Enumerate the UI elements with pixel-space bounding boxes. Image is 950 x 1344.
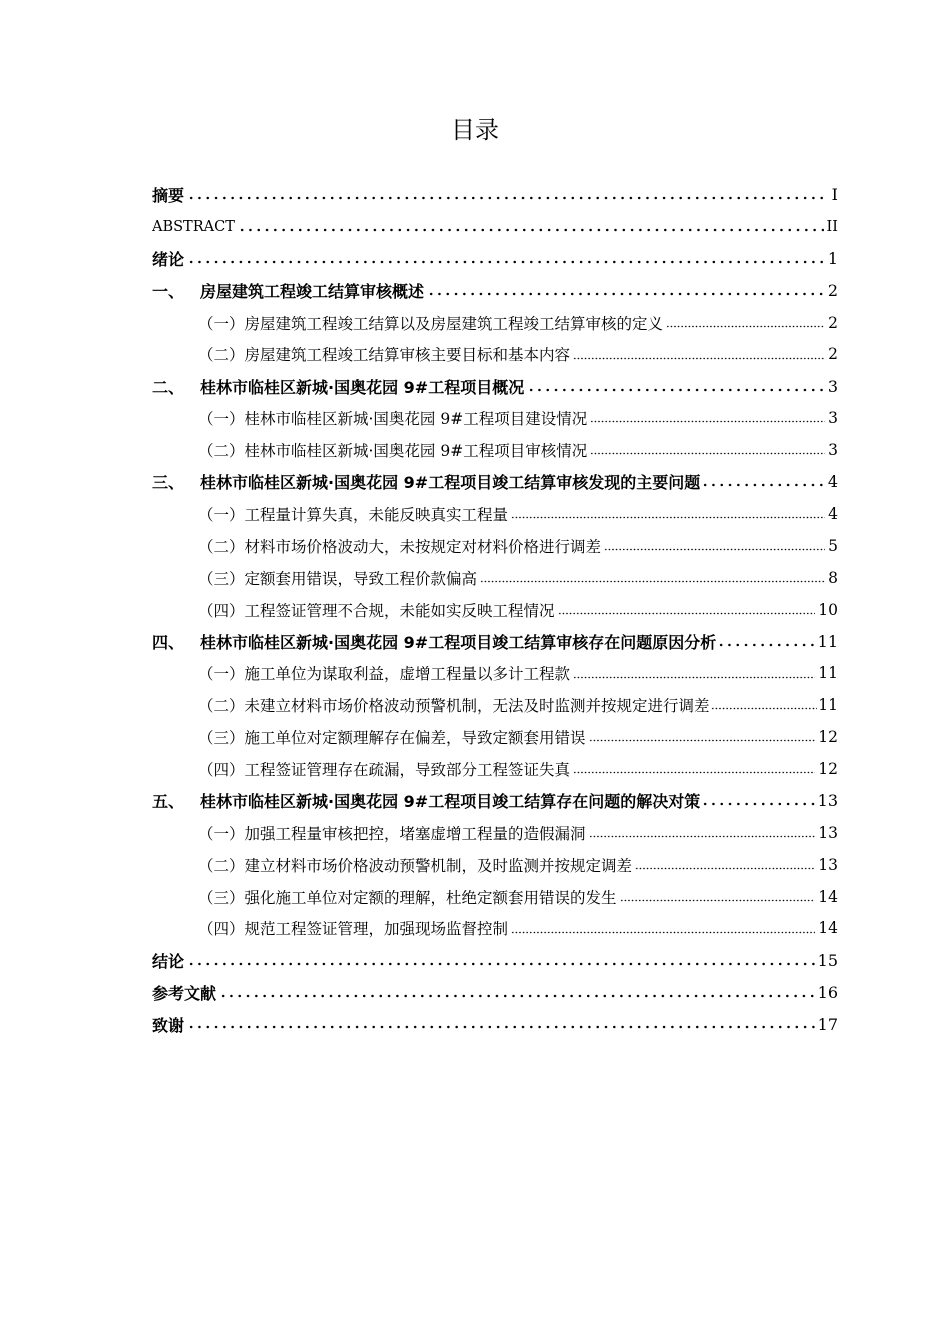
toc-entry-section-4-3[interactable] bbox=[152, 721, 838, 753]
toc-entry-introduction[interactable] bbox=[152, 243, 838, 275]
toc-entry-section-4-1[interactable] bbox=[152, 657, 838, 689]
dot-leader bbox=[604, 538, 825, 554]
toc-entry-label: （四）规范工程签证管理，加强现场监督控制 bbox=[198, 920, 509, 939]
toc-entry-section-3-4[interactable] bbox=[152, 594, 838, 626]
dot-leader bbox=[187, 251, 825, 267]
toc-page-number: 11 bbox=[817, 631, 838, 651]
toc-page-number: 8 bbox=[828, 568, 838, 587]
toc-page-number: 2 bbox=[828, 313, 838, 332]
toc-entry-section-3-1[interactable] bbox=[152, 498, 838, 530]
toc-page-number: 14 bbox=[818, 919, 838, 938]
toc-entry-conclusion[interactable] bbox=[152, 944, 838, 976]
toc-entry-label: （四）工程签证管理不合规，未能如实反映工程情况 bbox=[198, 601, 555, 620]
toc-page-number: 12 bbox=[818, 728, 838, 747]
toc-entry-label: （二）材料市场价格波动大，未按规定对材料价格进行调差 bbox=[198, 537, 602, 556]
toc-page-number: 3 bbox=[828, 441, 838, 460]
toc-entry-label: 房屋建筑工程竣工结算审核概述 bbox=[200, 282, 425, 302]
toc-entry-section-5-1[interactable] bbox=[152, 817, 838, 849]
toc-page-number: 11 bbox=[818, 664, 838, 683]
toc-page-number: I bbox=[831, 185, 838, 205]
toc-entry-references[interactable] bbox=[152, 976, 838, 1008]
toc-list bbox=[152, 179, 838, 1040]
toc-page-number: 11 bbox=[818, 696, 838, 715]
toc-entry-label: （一）工程量计算失真，未能反映真实工程量 bbox=[198, 505, 509, 524]
dot-leader bbox=[620, 889, 816, 905]
toc-chapter-number: 三、 bbox=[152, 473, 185, 493]
dot-leader bbox=[511, 506, 825, 522]
dot-leader bbox=[701, 474, 827, 490]
dot-leader bbox=[590, 410, 825, 426]
dot-leader bbox=[558, 602, 816, 618]
toc-entry-chapter-1[interactable] bbox=[152, 275, 838, 307]
dot-leader bbox=[666, 315, 825, 331]
toc-entry-label: ABSTRACT bbox=[152, 218, 235, 235]
dot-leader bbox=[527, 378, 825, 394]
toc-page-number: 3 bbox=[828, 409, 838, 428]
toc-entry-chapter-5[interactable] bbox=[152, 785, 838, 817]
toc-entry-label: 桂林市临桂区新城·国奥花园 9#工程项目竣工结算存在问题的解决对策 bbox=[200, 792, 701, 812]
dot-leader bbox=[589, 825, 816, 841]
toc-page-number: 10 bbox=[818, 600, 838, 619]
dot-leader bbox=[573, 761, 815, 777]
toc-entry-abstract-en[interactable] bbox=[152, 211, 838, 243]
dot-leader bbox=[427, 283, 825, 299]
toc-entry-label: 致谢 bbox=[152, 1015, 185, 1035]
toc-page-number: 14 bbox=[818, 887, 838, 906]
toc-entry-section-1-1[interactable] bbox=[152, 307, 838, 339]
dot-leader bbox=[711, 697, 818, 713]
toc-entry-label: 桂林市临桂区新城·国奥花园 9#工程项目竣工结算审核存在问题原因分析 bbox=[200, 632, 717, 652]
toc-entry-section-5-3[interactable] bbox=[152, 881, 838, 913]
toc-entry-label: （二）未建立材料市场价格波动预警机制，无法及时监测并按规定进行调差 bbox=[198, 697, 710, 716]
toc-entry-label: 结论 bbox=[152, 951, 185, 971]
toc-page-number: 2 bbox=[827, 281, 838, 301]
dot-leader bbox=[219, 984, 815, 1000]
dot-leader bbox=[589, 729, 816, 745]
toc-page-number: 13 bbox=[818, 855, 838, 874]
dot-leader bbox=[511, 921, 815, 937]
toc-entry-label: 摘要 bbox=[152, 186, 185, 206]
toc-entry-label: （一）加强工程量审核把控，堵塞虚增工程量的造假漏洞 bbox=[198, 824, 586, 843]
toc-page-number: 17 bbox=[817, 1014, 838, 1034]
toc-page-number: 3 bbox=[827, 376, 838, 396]
toc-page-number: 4 bbox=[828, 504, 838, 523]
toc-page-number: 4 bbox=[827, 472, 838, 492]
toc-entry-label: 参考文献 bbox=[152, 983, 217, 1003]
toc-entry-label: （三）定额套用错误，导致工程价款偏高 bbox=[198, 569, 478, 588]
toc-entry-section-2-2[interactable] bbox=[152, 434, 838, 466]
toc-entry-label: 绪论 bbox=[152, 250, 185, 270]
toc-page-number: 13 bbox=[817, 791, 838, 811]
dot-leader bbox=[187, 187, 825, 203]
dot-leader bbox=[590, 442, 825, 458]
dot-leader bbox=[717, 633, 816, 649]
dot-leader bbox=[480, 570, 825, 586]
toc-entry-label: （三）施工单位对定额理解存在偏差，导致定额套用错误 bbox=[198, 729, 586, 748]
toc-page-number: 5 bbox=[828, 536, 838, 555]
toc-entry-label: （二）房屋建筑工程竣工结算审核主要目标和基本内容 bbox=[198, 346, 571, 365]
toc-chapter-number: 二、 bbox=[152, 377, 185, 397]
toc-chapter-number: 一、 bbox=[152, 282, 185, 302]
dot-leader bbox=[187, 952, 815, 968]
dot-leader bbox=[701, 793, 816, 809]
toc-entry-label: （三）强化施工单位对定额的理解，杜绝定额套用错误的发生 bbox=[198, 888, 617, 907]
toc-entry-chapter-4[interactable] bbox=[152, 625, 838, 657]
toc-page-number: 1 bbox=[827, 249, 838, 269]
toc-entry-chapter-3[interactable] bbox=[152, 466, 838, 498]
dot-leader bbox=[187, 1016, 815, 1032]
toc-entry-section-3-3[interactable] bbox=[152, 562, 838, 594]
toc-entry-label: （一）桂林市临桂区新城·国奥花园 9#工程项目建设情况 bbox=[198, 410, 588, 429]
toc-page-number: 2 bbox=[828, 345, 838, 364]
toc-entry-section-4-4[interactable] bbox=[152, 753, 838, 785]
toc-entry-label: （一）房屋建筑工程竣工结算以及房屋建筑工程竣工结算审核的定义 bbox=[198, 314, 664, 333]
toc-entry-label: （一）施工单位为谋取利益，虚增工程量以多计工程款 bbox=[198, 665, 571, 684]
toc-page-number: 15 bbox=[817, 950, 838, 970]
toc-entry-section-3-2[interactable] bbox=[152, 530, 838, 562]
toc-chapter-number: 五、 bbox=[152, 792, 185, 812]
toc-entry-label: （二）桂林市临桂区新城·国奥花园 9#工程项目审核情况 bbox=[198, 442, 588, 461]
toc-page-number: 13 bbox=[818, 823, 838, 842]
toc-chapter-number: 四、 bbox=[152, 632, 185, 652]
toc-entry-section-5-4[interactable] bbox=[152, 912, 838, 944]
toc-entry-label: 桂林市临桂区新城·国奥花园 9#工程项目竣工结算审核发现的主要问题 bbox=[200, 473, 701, 493]
dot-leader bbox=[635, 857, 815, 873]
toc-page-number: II bbox=[826, 218, 838, 235]
toc-entry-section-2-1[interactable] bbox=[152, 402, 838, 434]
toc-entry-acknowledgements[interactable] bbox=[152, 1008, 838, 1040]
dot-leader bbox=[573, 347, 825, 363]
toc-page-number: 12 bbox=[818, 759, 838, 778]
dot-leader bbox=[238, 220, 824, 235]
toc-entry-label: （二）建立材料市场价格波动预警机制，及时监测并按规定调差 bbox=[198, 856, 633, 875]
toc-page-number: 16 bbox=[817, 982, 838, 1002]
toc-entry-label: （四）工程签证管理存在疏漏，导致部分工程签证失真 bbox=[198, 760, 571, 779]
toc-entry-chapter-2[interactable] bbox=[152, 370, 838, 402]
toc-entry-section-5-2[interactable] bbox=[152, 849, 838, 881]
toc-entry-section-1-2[interactable] bbox=[152, 338, 838, 370]
toc-entry-label: 桂林市临桂区新城·国奥花园 9#工程项目概况 bbox=[200, 377, 525, 397]
toc-entry-abstract-cn[interactable] bbox=[152, 179, 838, 211]
toc-entry-section-4-2[interactable] bbox=[152, 689, 838, 721]
dot-leader bbox=[573, 666, 815, 682]
toc-title: 目录 bbox=[451, 116, 499, 144]
